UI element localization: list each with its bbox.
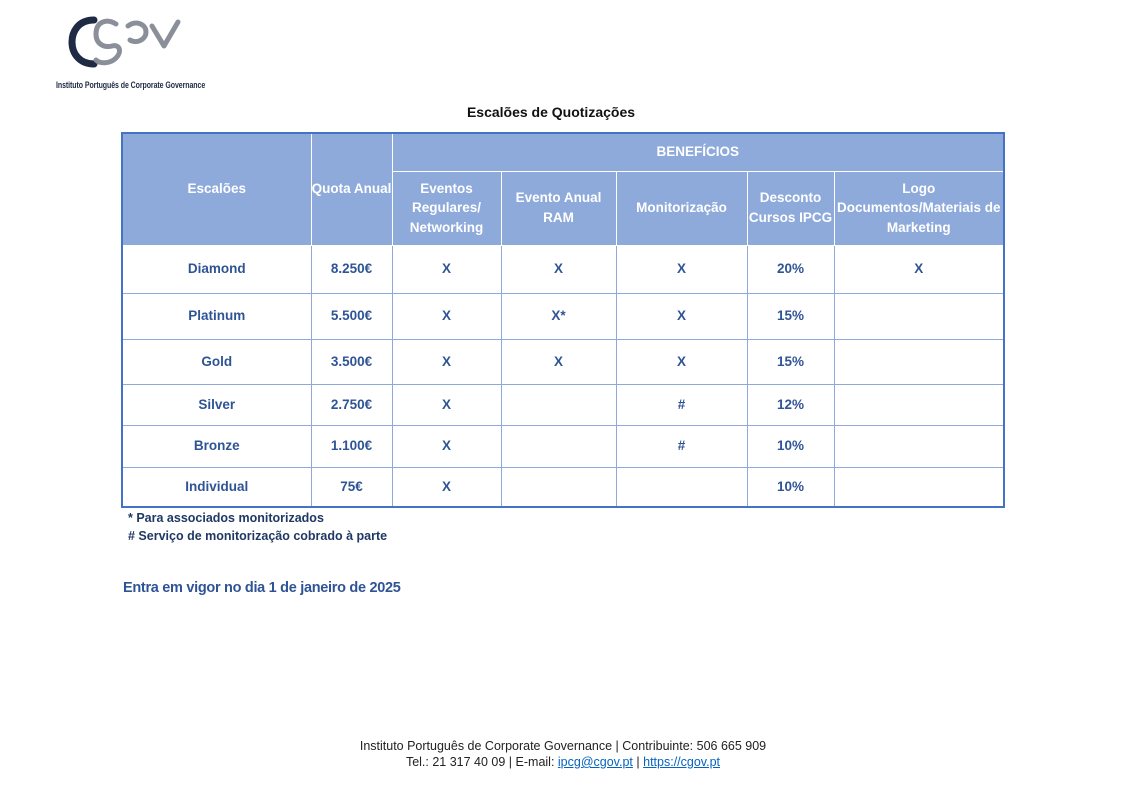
- cell-quota: 8.250€: [311, 245, 392, 293]
- cell-logo: [834, 293, 1004, 339]
- header-desconto-cursos: Desconto Cursos IPCG: [747, 171, 834, 245]
- cell-eventos: X: [392, 293, 501, 339]
- header-logo-marketing: Logo Documentos/Materiais de Marketing: [834, 171, 1004, 245]
- footer-line-1: Instituto Português de Corporate Governance | Contribuinte: 506 665 909: [359, 739, 767, 753]
- table-row: [122, 425, 1004, 467]
- cell-monitorizacao: X: [616, 293, 747, 339]
- table-row: [122, 245, 1004, 293]
- cell-monitorizacao: [616, 467, 747, 507]
- cell-desconto: 12%: [747, 384, 834, 425]
- footer-contact-prefix: Tel.: 21 317 40 09 | E-mail:: [405, 755, 555, 769]
- cell-eventos: X: [392, 467, 501, 507]
- website-link[interactable]: https://cgov.pt: [643, 755, 721, 769]
- header-evento-anual-ram: Evento Anual RAM: [501, 171, 616, 245]
- cell-logo: [834, 425, 1004, 467]
- cgov-logo: [56, 10, 206, 90]
- fee-tiers-table: [121, 132, 1005, 508]
- cell-logo: [834, 467, 1004, 507]
- cell-eventos: X: [392, 339, 501, 384]
- cell-ram: [501, 425, 616, 467]
- header-escaloes: Escalões: [122, 133, 311, 245]
- cell-desconto: 15%: [747, 293, 834, 339]
- cell-ram: X*: [501, 293, 616, 339]
- table-row: [122, 339, 1004, 384]
- header-eventos-regulares: Eventos Regulares/ Networking: [392, 171, 501, 245]
- cell-desconto: 15%: [747, 339, 834, 384]
- cell-ram: X: [501, 339, 616, 384]
- footnote-asterisk: * Para associados monitorizados: [128, 511, 324, 525]
- header-quota-anual: Quota Anual: [311, 133, 392, 245]
- cell-ram: X: [501, 245, 616, 293]
- cell-ram: [501, 467, 616, 507]
- cgov-logo-mark: [66, 12, 186, 74]
- email-link[interactable]: ipcg@cgov.pt: [557, 755, 633, 769]
- cell-escalao: Silver: [122, 384, 311, 425]
- header-beneficios: BENEFÍCIOS: [392, 133, 1004, 171]
- footer-separator: |: [636, 755, 640, 769]
- document-title: Escalões de Quotizações: [466, 104, 636, 120]
- cell-quota: 5.500€: [311, 293, 392, 339]
- cell-logo: [834, 384, 1004, 425]
- table-row: [122, 467, 1004, 507]
- cell-ram: [501, 384, 616, 425]
- cell-eventos: X: [392, 425, 501, 467]
- cell-monitorizacao: #: [616, 425, 747, 467]
- cell-quota: 75€: [311, 467, 392, 507]
- page-footer: [0, 738, 1126, 770]
- cell-escalao: Individual: [122, 467, 311, 507]
- cell-eventos: X: [392, 384, 501, 425]
- cell-desconto: 10%: [747, 467, 834, 507]
- cell-eventos: X: [392, 245, 501, 293]
- cell-monitorizacao: X: [616, 339, 747, 384]
- header-monitorizacao: Monitorização: [616, 171, 747, 245]
- footnote-hash: # Serviço de monitorização cobrado à parte: [128, 529, 388, 543]
- cell-monitorizacao: X: [616, 245, 747, 293]
- cell-desconto: 10%: [747, 425, 834, 467]
- logo-caption: Instituto Português de Corporate Governance: [56, 80, 206, 90]
- cell-escalao: Bronze: [122, 425, 311, 467]
- cell-logo: [834, 339, 1004, 384]
- footer-line-2: [0, 754, 1126, 770]
- table-row: [122, 293, 1004, 339]
- cell-quota: 1.100€: [311, 425, 392, 467]
- cell-quota: 2.750€: [311, 384, 392, 425]
- cell-escalao: Diamond: [122, 245, 311, 293]
- cell-escalao: Platinum: [122, 293, 311, 339]
- cell-desconto: 20%: [747, 245, 834, 293]
- table-row: [122, 384, 1004, 425]
- effective-date: Entra em vigor no dia 1 de janeiro de 2025: [123, 580, 401, 596]
- cell-logo: X: [834, 245, 1004, 293]
- cell-monitorizacao: #: [616, 384, 747, 425]
- footnotes: [128, 509, 387, 545]
- cell-quota: 3.500€: [311, 339, 392, 384]
- cell-escalao: Gold: [122, 339, 311, 384]
